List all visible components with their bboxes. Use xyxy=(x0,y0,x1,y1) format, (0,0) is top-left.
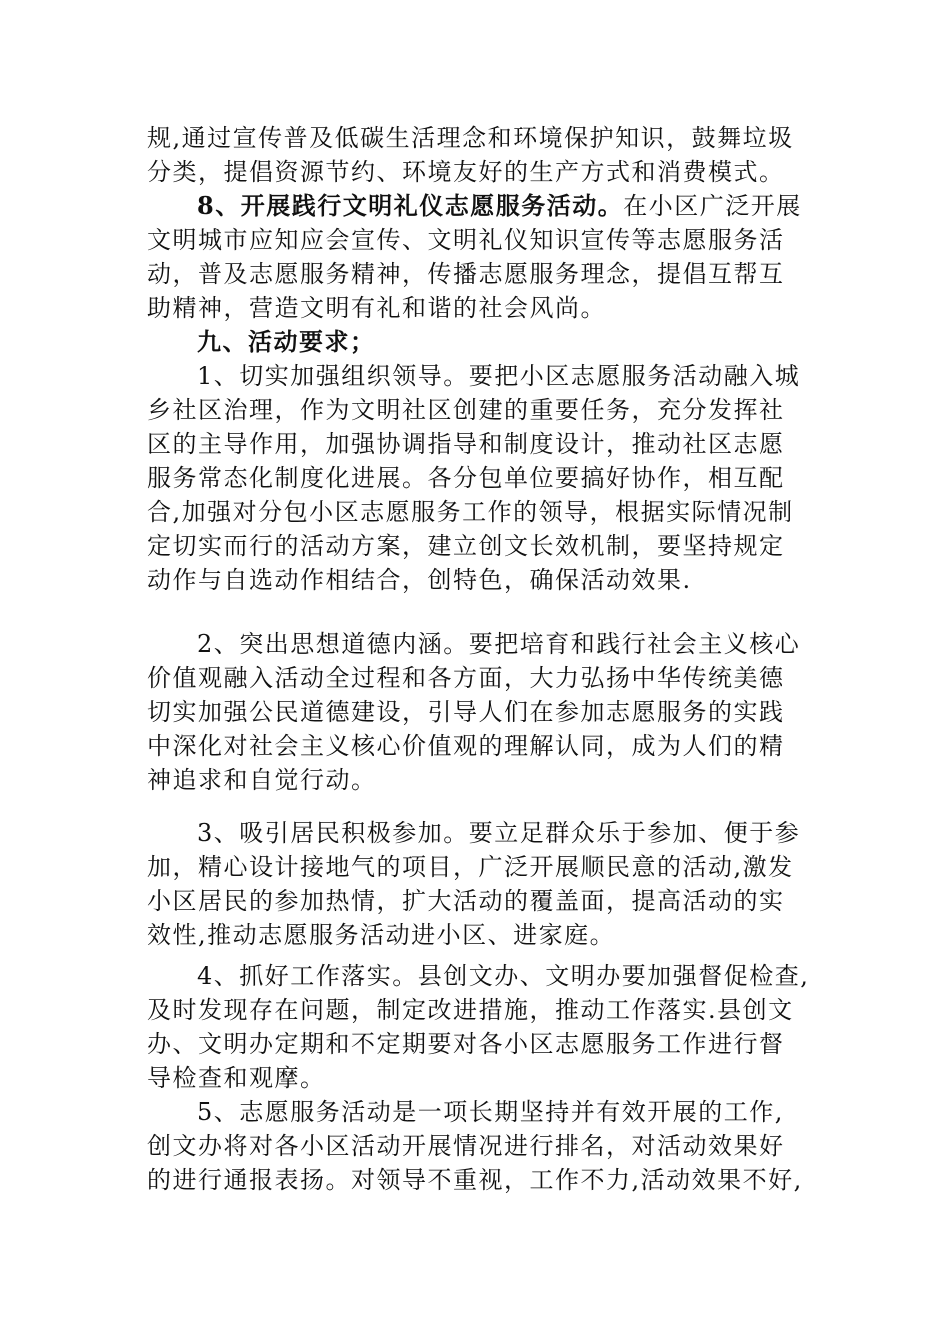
paragraph-line: 及时发现存在问题，制定改进措施，推动工作落实.县创文 xyxy=(147,996,794,1024)
paragraph-line: 规,通过宣传普及低碳生活理念和环境保护知识，鼓舞垃圾 xyxy=(147,124,794,152)
text-block-req5 xyxy=(147,1095,807,1197)
paragraph-line: 3、吸引居民积极参加。要立足群众乐于参加、便于参 xyxy=(197,819,801,847)
paragraph-line: 加，精心设计接地气的项目，广泛开展顺民意的活动,激发 xyxy=(147,853,794,881)
paragraph-line: 效性,推动志愿服务活动进小区、进家庭。 xyxy=(147,921,616,949)
paragraph-line: 中深化对社会主义核心价值观的理解认同，成为人们的精 xyxy=(147,732,785,760)
paragraph-line: 文明城市应知应会宣传、文明礼仪知识宣传等志愿服务活 xyxy=(147,226,785,254)
paragraph-line: 分类，提倡资源节约、环境友好的生产方式和消费模式。 xyxy=(147,158,785,186)
paragraph-line: 创文办将对各小区活动开展情况进行排名，对活动效果好 xyxy=(147,1132,785,1160)
paragraph-line: 小区居民的参加热情，扩大活动的覆盖面，提高活动的实 xyxy=(147,887,785,915)
text-block-req4 xyxy=(147,959,810,1095)
item8-heading: 8、开展践行文明礼仪志愿服务活动。 xyxy=(197,191,624,220)
paragraph-line: 1、切实加强组织领导。要把小区志愿服务活动融入城 xyxy=(197,362,801,390)
text-block-req3 xyxy=(147,816,807,952)
paragraph-line: 的进行通报表扬。对领导不重视，工作不力,活动效果不好, xyxy=(147,1166,803,1194)
paragraph-line: 4、抓好工作落实。县创文办、文明办要加强督促检查, xyxy=(197,962,810,990)
paragraph-line: 2、突出思想道德内涵。要把培育和践行社会主义核心 xyxy=(197,630,801,658)
paragraph-line: 切实加强公民道德建设，引导人们在参加志愿服务的实践 xyxy=(147,698,785,726)
paragraph-line: 乡社区治理，作为文明社区创建的重要任务，充分发挥社 xyxy=(147,396,785,424)
paragraph-line: 办、文明办定期和不定期要对各小区志愿服务工作进行督 xyxy=(147,1030,785,1058)
text-block-top xyxy=(147,121,807,597)
paragraph-line: 导检查和观摩。 xyxy=(147,1064,326,1092)
paragraph-line: 定切实而行的活动方案，建立创文长效机制，要坚持规定 xyxy=(147,532,785,560)
paragraph-line: 动，普及志愿服务精神，传播志愿服务理念，提倡互帮互 xyxy=(147,260,785,288)
paragraph-line: 动作与自选动作相结合，创特色，确保活动效果. xyxy=(147,566,692,594)
paragraph-line: 合,加强对分包小区志愿服务工作的领导，根据实际情况制 xyxy=(147,498,794,526)
paragraph-line: 神追求和自觉行动。 xyxy=(147,766,377,794)
paragraph-line: 价值观融入活动全过程和各方面，大力弘扬中华传统美德 xyxy=(147,664,785,692)
paragraph-line: 助精神，营造文明有礼和谐的社会风尚。 xyxy=(147,294,606,322)
paragraph-line: 5、志愿服务活动是一项长期坚持并有效开展的工作, xyxy=(197,1098,784,1126)
item8-first-line-text: 在小区广泛开展 xyxy=(623,192,802,220)
text-block-req2 xyxy=(147,627,807,797)
paragraph-line: 区的主导作用，加强协调指导和制度设计，推动社区志愿 xyxy=(147,430,785,458)
paragraph-line: 服务常态化制度化进展。各分包单位要搞好协作，相互配 xyxy=(147,464,785,492)
section-heading: 九、活动要求； xyxy=(197,327,376,356)
item8-first-line xyxy=(147,189,807,223)
